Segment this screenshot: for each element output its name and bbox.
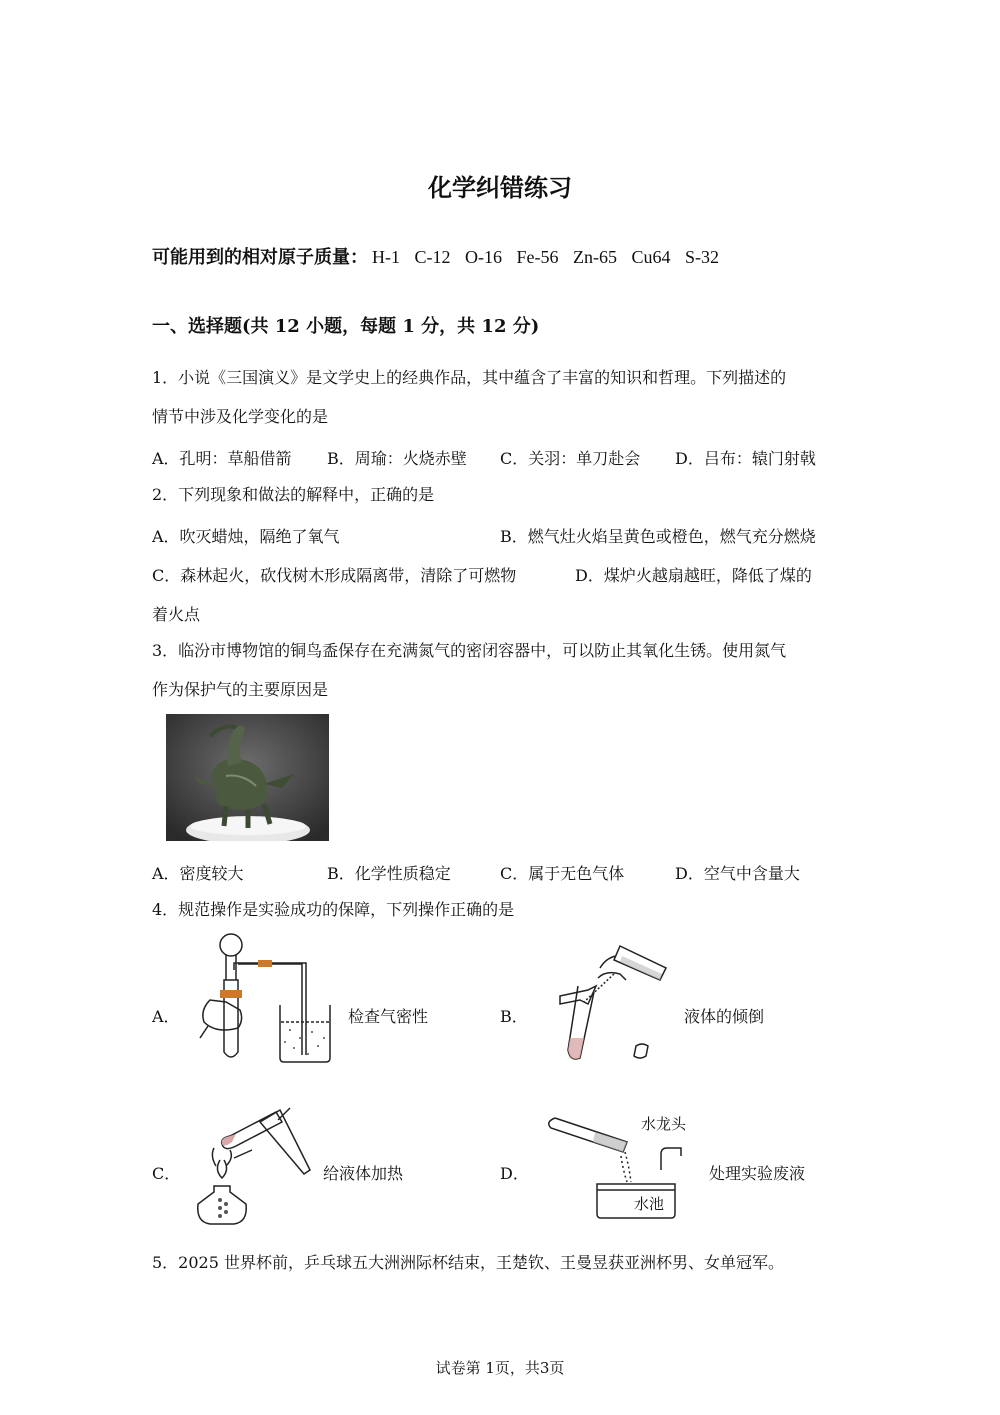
q4-caption-d: 处理实验废液 [709, 1164, 806, 1183]
heating-liquid-figure [190, 1100, 325, 1230]
q3-stem-line1: 3．临汾市博物馆的铜鸟盉保存在充满氮气的密闭容器中，可以防止其氧化生锈。使用氮气 [152, 641, 787, 660]
q3-option-b: B．化学性质稳定 [327, 864, 451, 883]
q1-option-b: B．周瑜：火烧赤壁 [327, 449, 467, 468]
q2-option-b: B．燃气灶火焰呈黄色或橙色，燃气充分燃烧 [500, 527, 816, 546]
q3-option-d: D．空气中含量大 [675, 864, 800, 883]
atomic-mass-label: 可能用到的相对原子质量： [152, 247, 368, 268]
section-heading: 一、选择题(共 12 小题，每题 1 分，共 12 分) [152, 316, 540, 337]
faucet-label: 水龙头 [641, 1115, 687, 1133]
q2-option-d-line1: D．煤炉火越扇越旺，降低了煤的 [575, 566, 812, 585]
atomic-mass-line [152, 243, 719, 269]
q3-option-a: A．密度较大 [152, 864, 244, 883]
q5-stem-line1: 5．2025 世界杯前，乒乓球五大洲洲际杯结束，王楚钦、王曼昱获亚洲杯男、女单冠军。 [152, 1253, 784, 1272]
q1-stem-line1: 1．小说《三国演义》是文学史上的经典作品，其中蕴含了丰富的知识和哲理。下列描述的 [152, 368, 787, 387]
q2-option-c: C．森林起火，砍伐树木形成隔离带，清除了可燃物 [152, 566, 517, 585]
q4-stem: 4．规范操作是实验成功的保障，下列操作正确的是 [152, 900, 515, 919]
q1-option-a: A．孔明：草船借箭 [152, 449, 292, 468]
q4-caption-a: 检查气密性 [348, 1007, 429, 1026]
liquid-pouring-figure [540, 938, 675, 1066]
q4-caption-b: 液体的倾倒 [684, 1007, 765, 1026]
q1-option-d: D．吕布：辕门射戟 [675, 449, 816, 468]
page-footer: 试卷第 1页，共3页 [435, 1359, 565, 1377]
q1-option-c: C．关羽：单刀赴会 [500, 449, 641, 468]
airtightness-check-figure [190, 930, 340, 1065]
q4-option-a-letter: A． [152, 1007, 180, 1026]
q4-option-d-letter: D． [500, 1164, 529, 1183]
q2-option-a: A．吹灭蜡烛，隔绝了氧气 [152, 527, 340, 546]
q4-option-c-letter: C． [152, 1164, 181, 1183]
q3-option-c: C．属于无色气体 [500, 864, 625, 883]
page-title: 化学纠错练习 [428, 174, 572, 202]
q4-caption-c: 给液体加热 [323, 1164, 404, 1183]
q3-stem-line2: 作为保护气的主要原因是 [152, 680, 329, 699]
bronze-bird-vessel-photo [166, 714, 329, 841]
atomic-mass-values: H-1 C-12 O-16 Fe-56 Zn-65 Cu64 S-32 [372, 247, 719, 267]
q4-option-b-letter: B． [500, 1007, 528, 1026]
q2-stem: 2．下列现象和做法的解释中，正确的是 [152, 485, 435, 504]
q1-stem-line2: 情节中涉及化学变化的是 [152, 407, 329, 426]
sink-label: 水池 [634, 1195, 665, 1213]
q2-option-d-line2: 着火点 [152, 605, 201, 624]
